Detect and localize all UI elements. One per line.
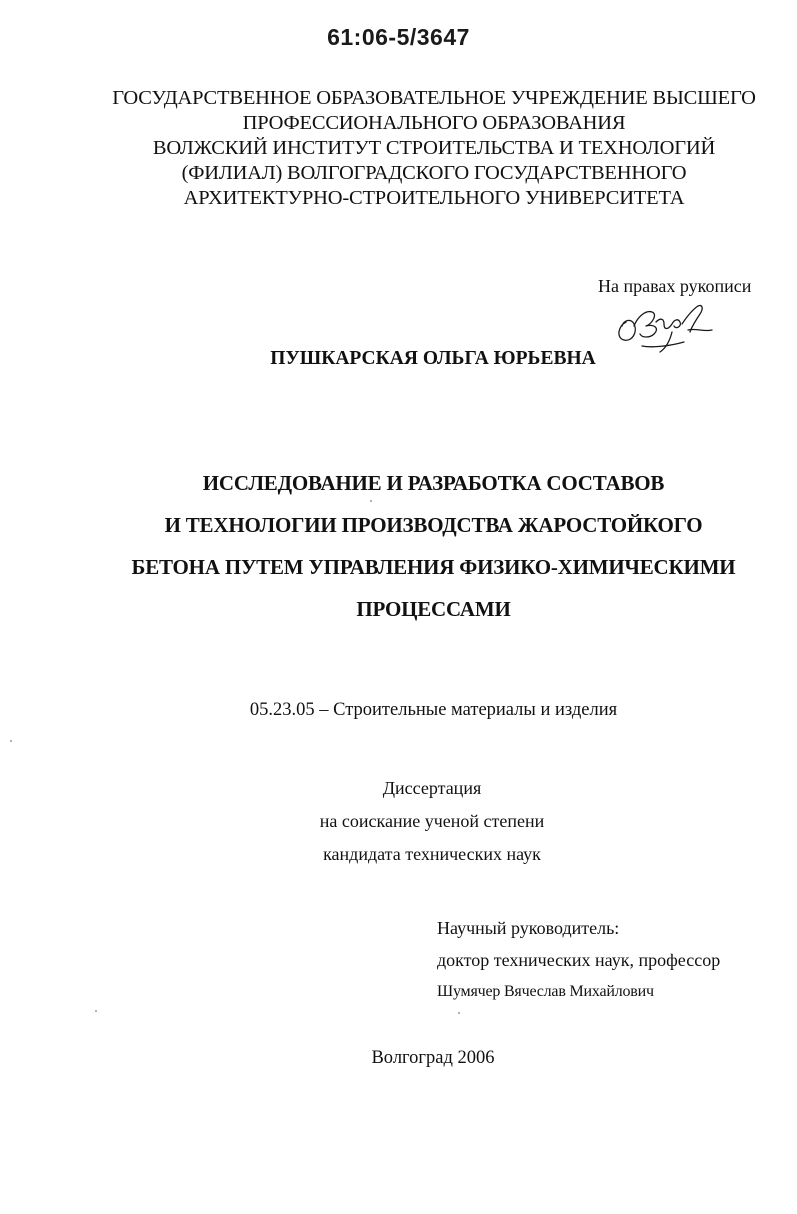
manuscript-note: На правах рукописи [598,276,752,296]
institution-line: ПРОФЕССИОНАЛЬНОГО ОБРАЗОВАНИЯ [242,112,626,134]
dissertation-title [0,462,797,630]
institution-line: ГОСУДАРСТВЕННОЕ ОБРАЗОВАТЕЛЬНОЕ УЧРЕЖДЕНИЕ ВЫСШЕГО [112,87,756,109]
supervisor-label: Научный руководитель: [437,918,620,938]
scan-speck [10,740,12,742]
city-year: Волгоград 2006 [371,1048,495,1068]
institution-line: ВОЛЖСКИЙ ИНСТИТУТ СТРОИТЕЛЬСТВА И ТЕХНОЛОГИЙ [152,137,716,159]
title-line: ИССЛЕДОВАНИЕ И РАЗРАБОТКА СОСТАВОВ [202,471,665,495]
institution-header [0,86,797,211]
supervisor-degree: доктор технических наук, профессор [437,950,721,970]
archive-stamp: 61:06-5/3647 [327,24,470,50]
supervisor-name: Шумячер Вячеслав Михайлович [437,983,654,1000]
title-line: БЕТОНА ПУТЕМ УПРАВЛЕНИЯ ФИЗИКО-ХИМИЧЕСКИМИ [131,555,736,579]
degree-line: кандидата технических наук [323,844,541,864]
handwritten-signature [612,296,732,356]
title-line: ПРОЦЕССАМИ [356,597,511,621]
supervisor-block [437,912,720,1008]
dissertation-degree [0,772,797,871]
institution-line: (ФИЛИАЛ) ВОЛГОГРАДСКОГО ГОСУДАРСТВЕННОГО [181,162,687,184]
specialty-code: 05.23.05 – Строительные материалы и изделия [249,700,618,720]
institution-line: АРХИТЕКТУРНО-СТРОИТЕЛЬНОГО УНИВЕРСИТЕТА [183,187,685,209]
scan-speck [458,1012,460,1014]
degree-line: Диссертация [382,778,482,798]
author-name: ПУШКАРСКАЯ ОЛЬГА ЮРЬЕВНА [270,348,596,369]
degree-line: на соискание ученой степени [319,811,545,831]
scan-speck [370,500,372,502]
title-line: И ТЕХНОЛОГИИ ПРОИЗВОДСТВА ЖАРОСТОЙКОГО [164,513,703,537]
scan-speck [95,1010,97,1012]
